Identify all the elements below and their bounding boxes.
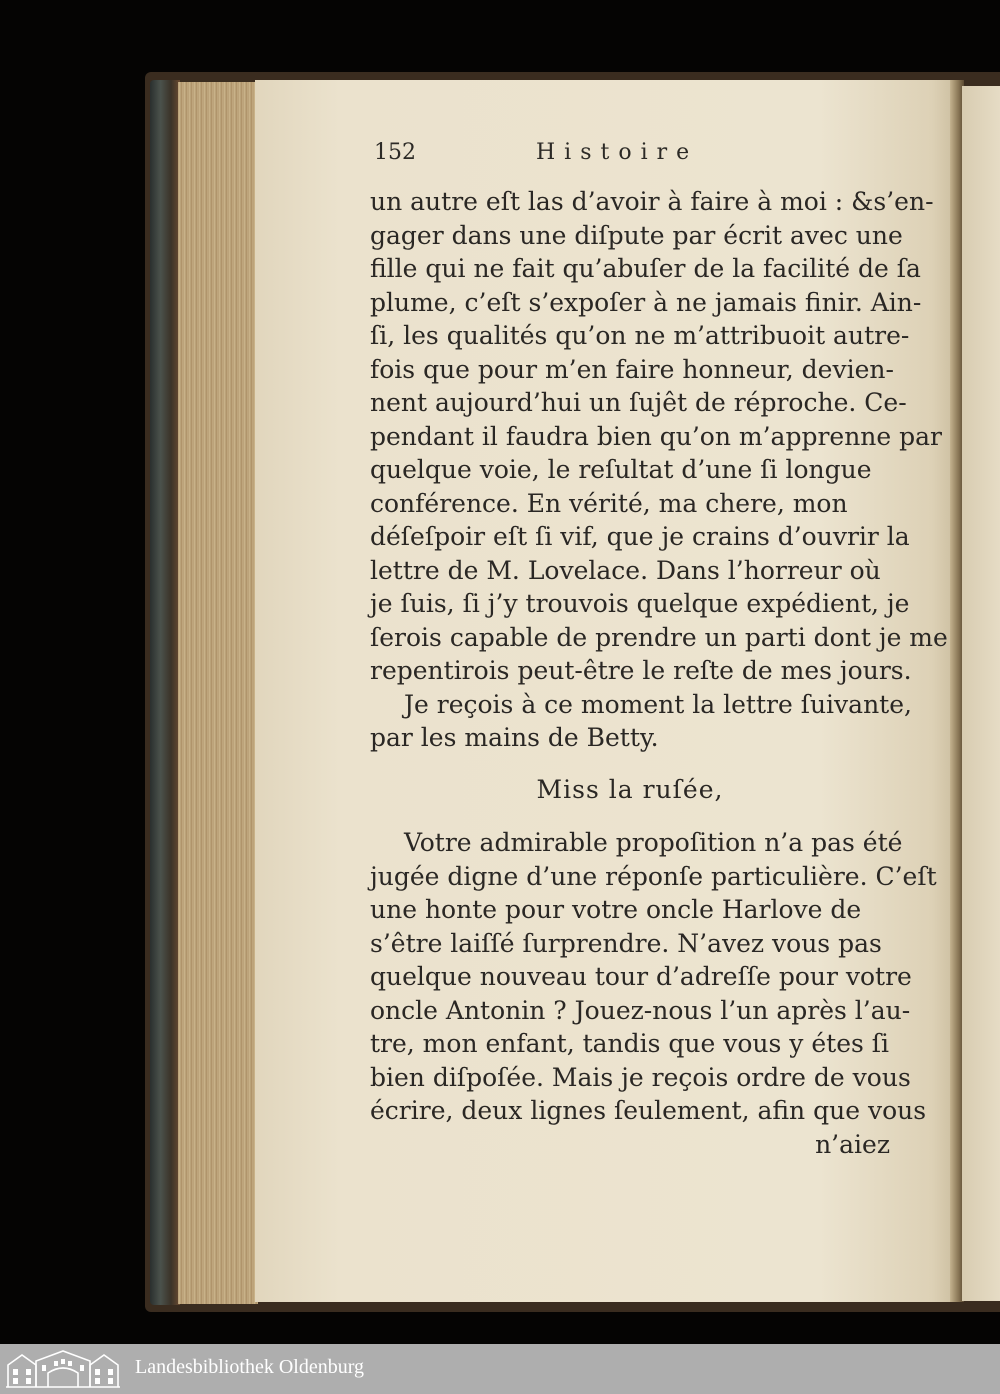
text-line: par les mains de Betty.: [370, 723, 659, 752]
text-line: nent aujourd’hui un ſujêt de réproche. Ce-: [370, 388, 907, 417]
running-head: [368, 140, 888, 174]
text-line: plume, c’eſt s’expoſer à ne jamais finir. Ain-: [370, 287, 922, 317]
letter-line: une honte pour votre oncle Harlove de: [370, 895, 862, 924]
text-line: déſeſpoir eſt ſi vif, que je crains d’ouvrir la: [370, 522, 910, 551]
text-line: je ſuis, ſi j’y trouvois quelque expédient, je: [370, 589, 910, 618]
letter-line: s’être laiſſé ſurprendre. N’avez vous pas: [370, 928, 882, 958]
text-line: pendant il faudra bien qu’on m’apprenne par: [370, 421, 943, 451]
letter-salutation: Miss la ruſée,: [536, 774, 724, 804]
text-line: fille qui ne fait qu’abuſer de la facilité de ſa: [370, 254, 921, 283]
page-text: [370, 185, 948, 1161]
letter-line: quelque nouveau tour d’adreſſe pour votre: [370, 962, 912, 991]
letter-line: oncle Antonin ? Jouez-nous l’un après l’au-: [370, 995, 911, 1025]
book-cover-edge: [150, 80, 180, 1305]
library-name: Landesbibliothek Oldenburg: [135, 1356, 365, 1378]
letter-line: tre, mon enfant, tandis que vous y étes ſi: [370, 1029, 890, 1058]
text-line: ſi, les qualités qu’on ne m’attribuoit autre-: [370, 321, 910, 350]
text-line: fois que pour m’en faire honneur, devien-: [370, 354, 894, 384]
letter-line: bien diſpoſée. Mais je reçois ordre de vous: [370, 1062, 911, 1092]
library-building-icon: [4, 1349, 122, 1389]
text-line: conférence. En vérité, ma chere, mon: [370, 488, 848, 518]
text-line: lettre de M. Lovelace. Dans l’horreur où: [370, 555, 881, 585]
page-number: 152: [374, 140, 416, 165]
running-title: Histoire: [536, 140, 699, 165]
text-line: quelque voie, le reſultat d’une ſi longue: [370, 455, 872, 484]
text-line: un autre eſt las d’avoir à faire à moi : &s’en-: [370, 187, 934, 216]
facing-page-edge: [962, 86, 1000, 1301]
text-line: repentirois peut-être le reſte de mes jours.: [370, 656, 912, 685]
catchword: n’aiez: [815, 1129, 890, 1159]
letter-line: jugée digne d’une réponſe particulière. C’eſt: [370, 861, 937, 891]
letter-line: Votre admirable propoſition n’a pas été: [404, 828, 903, 857]
page-edges: [178, 82, 258, 1304]
library-footer: [0, 1344, 1000, 1394]
text-line: Je reçois à ce moment la lettre ſuivante,: [404, 689, 912, 719]
letter-line: écrire, deux lignes ſeulement, afin que vous: [370, 1096, 927, 1125]
text-line: ſerois capable de prendre un parti dont je me: [370, 622, 948, 652]
text-line: gager dans une diſpute par écrit avec une: [370, 220, 903, 250]
